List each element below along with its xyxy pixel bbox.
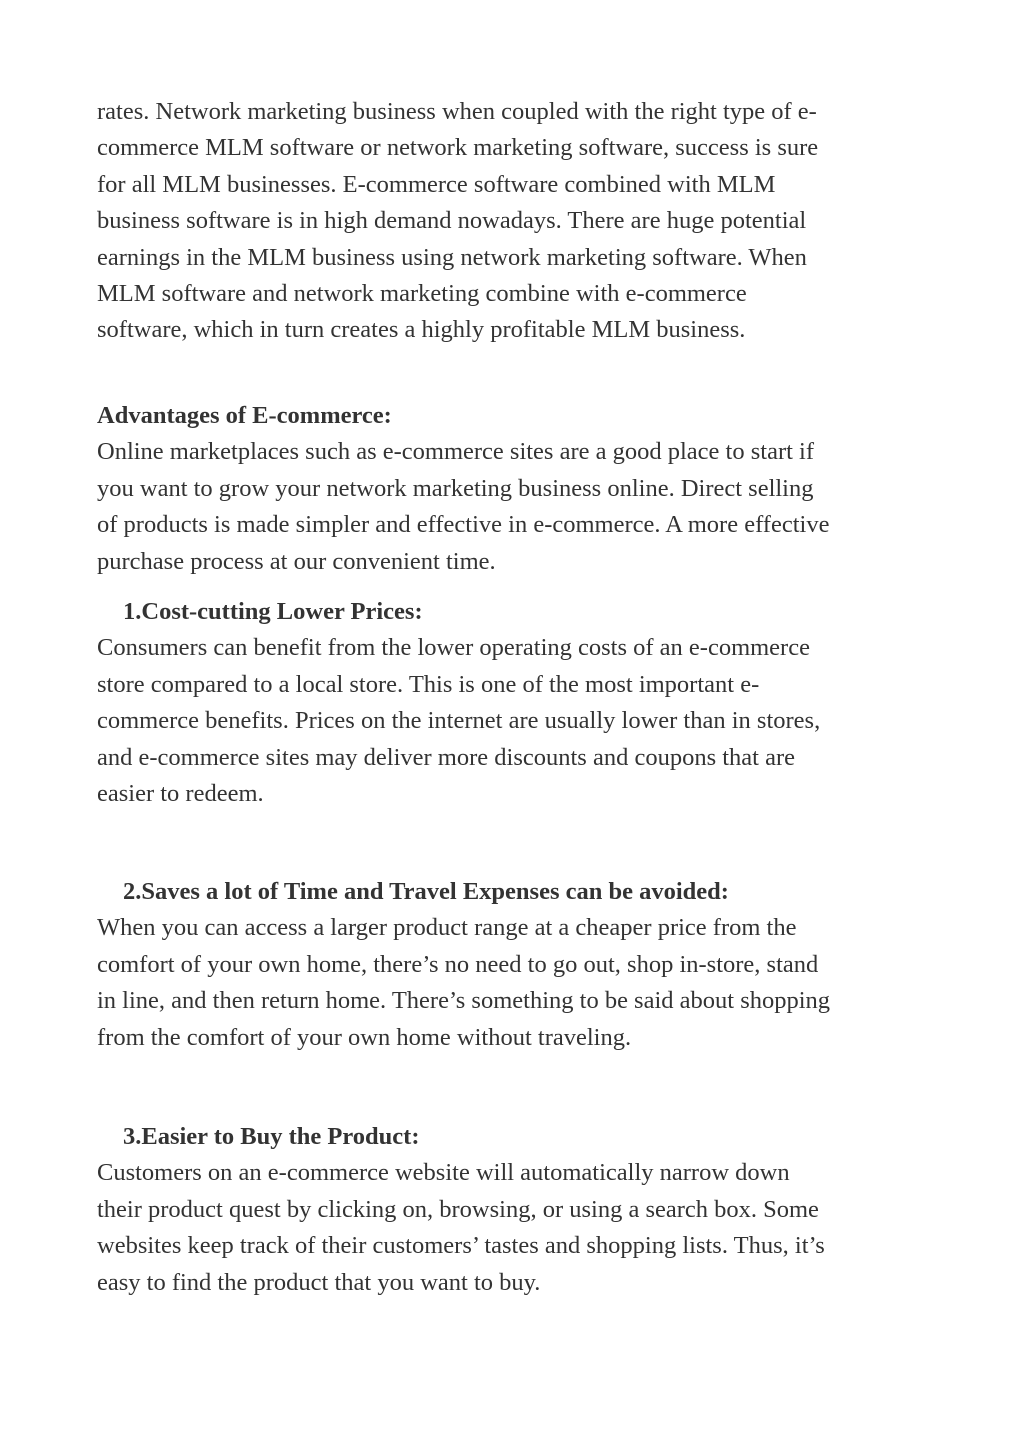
text-line: websites keep track of their customers’ tastes and shopping lists. Thus, it’s bbox=[97, 1232, 825, 1260]
text-line: easy to find the product that you want to buy. bbox=[97, 1268, 541, 1296]
point-heading: 2.Saves a lot of Time and Travel Expenses can be avoided: bbox=[123, 878, 729, 905]
point-heading: 3.Easier to Buy the Product: bbox=[123, 1123, 420, 1150]
text-line: commerce benefits. Prices on the internet are usually lower than in stores, bbox=[97, 707, 821, 735]
advantages-section bbox=[97, 398, 937, 580]
text-line: Customers on an e-commerce website will automatically narrow down bbox=[97, 1159, 790, 1187]
text-line: for all MLM businesses. E-commerce software combined with MLM bbox=[97, 170, 776, 198]
text-line: purchase process at our convenient time. bbox=[97, 547, 496, 575]
section-heading: Advantages of E-commerce: bbox=[97, 402, 392, 429]
text-line: and e-commerce sites may deliver more discounts and coupons that are bbox=[97, 743, 796, 771]
text-line: you want to grow your network marketing business online. Direct selling bbox=[97, 474, 814, 502]
text-line: of products is made simpler and effective in e-commerce. A more effective bbox=[97, 511, 830, 539]
text-line: earnings in the MLM business using network marketing software. When bbox=[97, 243, 807, 271]
text-line: MLM software and network marketing combine with e-commerce bbox=[97, 279, 747, 307]
text-line: commerce MLM software or network marketing software, success is sure bbox=[97, 134, 819, 162]
text-line: Online marketplaces such as e-commerce sites are a good place to start if bbox=[97, 438, 815, 466]
text-line: their product quest by clicking on, browsing, or using a search box. Some bbox=[97, 1195, 819, 1223]
text-line: business software is in high demand nowadays. There are huge potential bbox=[97, 207, 807, 235]
text-line: software, which in turn creates a highly profitable MLM business. bbox=[97, 316, 746, 344]
point-1-section bbox=[97, 594, 937, 812]
intro-paragraph bbox=[97, 94, 937, 349]
text-line: easier to redeem. bbox=[97, 779, 264, 807]
point-2-section bbox=[97, 874, 937, 1056]
point-heading: 1.Cost-cutting Lower Prices: bbox=[123, 598, 423, 625]
text-line: Consumers can benefit from the lower operating costs of an e-commerce bbox=[97, 634, 810, 662]
point-3-section bbox=[97, 1119, 937, 1301]
text-line: comfort of your own home, there’s no need to go out, shop in-store, stand bbox=[97, 950, 819, 978]
text-line: store compared to a local store. This is one of the most important e- bbox=[97, 670, 760, 698]
text-line: in line, and then return home. There’s something to be said about shopping bbox=[97, 987, 831, 1015]
text-line: rates. Network marketing business when coupled with the right type of e- bbox=[97, 98, 817, 125]
text-line: from the comfort of your own home without traveling. bbox=[97, 1023, 632, 1051]
text-line: When you can access a larger product range at a cheaper price from the bbox=[97, 914, 797, 942]
